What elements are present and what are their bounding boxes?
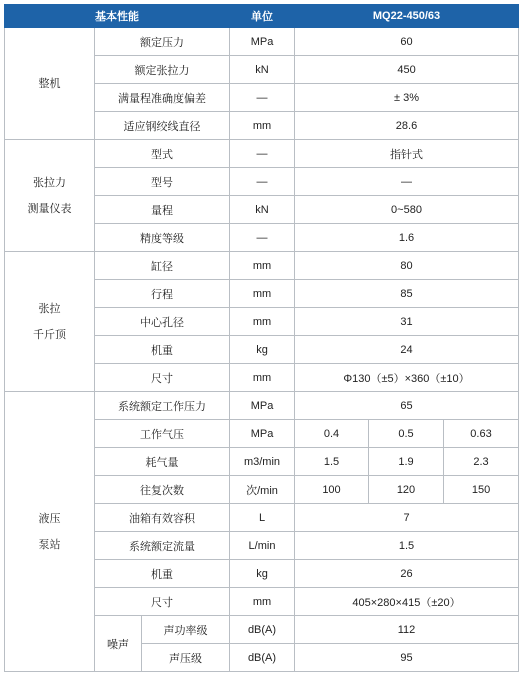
- param-unit: mm: [230, 588, 295, 616]
- param-value: 28.6: [295, 112, 519, 140]
- param-name: 工作气压: [95, 420, 230, 448]
- param-value: 120: [369, 476, 444, 504]
- header-basic-performance: 基本性能: [5, 5, 230, 28]
- param-value: 95: [295, 644, 519, 672]
- param-value: 0.63: [444, 420, 519, 448]
- param-unit: dB(A): [230, 616, 295, 644]
- param-value: 指针式: [295, 140, 519, 168]
- param-name: 机重: [95, 560, 230, 588]
- param-value: 112: [295, 616, 519, 644]
- param-name: 声功率级: [142, 616, 230, 644]
- param-value: 0.5: [369, 420, 444, 448]
- table-row: [5, 140, 519, 168]
- spec-table: [4, 4, 519, 672]
- param-unit: kN: [230, 56, 295, 84]
- param-unit: mm: [230, 280, 295, 308]
- param-name: 型式: [95, 140, 230, 168]
- header-unit: 单位: [230, 5, 295, 28]
- param-value: 450: [295, 56, 519, 84]
- param-value: 1.5: [295, 448, 369, 476]
- param-value: 1.5: [295, 532, 519, 560]
- param-unit: —: [230, 168, 295, 196]
- group-whole-machine: 整机: [5, 28, 95, 140]
- param-value: 7: [295, 504, 519, 532]
- param-value: 85: [295, 280, 519, 308]
- noise-label: 噪声: [95, 616, 142, 672]
- param-unit: MPa: [230, 392, 295, 420]
- param-unit: kg: [230, 560, 295, 588]
- param-unit: MPa: [230, 28, 295, 56]
- param-unit: mm: [230, 112, 295, 140]
- param-value: 0~580: [295, 196, 519, 224]
- param-value: ± 3%: [295, 84, 519, 112]
- param-name: 额定压力: [95, 28, 230, 56]
- param-unit: dB(A): [230, 644, 295, 672]
- group-label-line1: 液压: [38, 512, 61, 525]
- table-row: [5, 252, 519, 280]
- spec-table-container: [4, 4, 518, 672]
- param-unit: mm: [230, 252, 295, 280]
- group-tension-jack: [5, 252, 95, 392]
- param-name: 往复次数: [95, 476, 230, 504]
- param-unit: MPa: [230, 420, 295, 448]
- param-unit: —: [230, 140, 295, 168]
- param-value: 100: [295, 476, 369, 504]
- param-name: 满量程准确度偏差: [95, 84, 230, 112]
- param-value: 80: [295, 252, 519, 280]
- param-value: 0.4: [295, 420, 369, 448]
- param-name: 机重: [95, 336, 230, 364]
- param-name: 额定张拉力: [95, 56, 230, 84]
- param-unit: mm: [230, 308, 295, 336]
- header-row: [5, 5, 519, 28]
- table-row: [5, 392, 519, 420]
- group-label-line1: 张拉: [38, 302, 61, 315]
- group-label-line2: 泵站: [38, 538, 61, 551]
- param-name: 适应钢绞线直径: [95, 112, 230, 140]
- param-unit: L/min: [230, 532, 295, 560]
- param-name: 中心孔径: [95, 308, 230, 336]
- param-value: 24: [295, 336, 519, 364]
- param-value: 1.6: [295, 224, 519, 252]
- group-tension-meter: [5, 140, 95, 252]
- table-row: [5, 28, 519, 56]
- param-name: 缸径: [95, 252, 230, 280]
- param-unit: m3/min: [230, 448, 295, 476]
- param-name: 耗气量: [95, 448, 230, 476]
- param-name: 量程: [95, 196, 230, 224]
- param-value: Φ130（±5）×360（±10）: [295, 364, 519, 392]
- param-name: 精度等级: [95, 224, 230, 252]
- param-name: 系统额定工作压力: [95, 392, 230, 420]
- param-name: 尺寸: [95, 588, 230, 616]
- param-unit: kg: [230, 336, 295, 364]
- param-name: 声压级: [142, 644, 230, 672]
- param-name: 型号: [95, 168, 230, 196]
- param-name: 油箱有效容积: [95, 504, 230, 532]
- group-label-line2: 测量仪表: [27, 202, 72, 215]
- param-value: 2.3: [444, 448, 519, 476]
- param-unit: —: [230, 84, 295, 112]
- param-value: —: [295, 168, 519, 196]
- param-value: 405×280×415（±20）: [295, 588, 519, 616]
- param-value: 31: [295, 308, 519, 336]
- param-unit: mm: [230, 364, 295, 392]
- param-name: 系统额定流量: [95, 532, 230, 560]
- group-hydraulic-pump: [5, 392, 95, 672]
- group-label-line1: 张拉力: [33, 176, 66, 189]
- param-name: 尺寸: [95, 364, 230, 392]
- param-unit: kN: [230, 196, 295, 224]
- param-name: 行程: [95, 280, 230, 308]
- param-value: 26: [295, 560, 519, 588]
- param-unit: 次/min: [230, 476, 295, 504]
- param-value: 1.9: [369, 448, 444, 476]
- param-value: 65: [295, 392, 519, 420]
- param-unit: L: [230, 504, 295, 532]
- header-model: MQ22-450/63: [295, 5, 519, 28]
- group-label-line2: 千斤顶: [33, 328, 66, 341]
- param-unit: —: [230, 224, 295, 252]
- param-value: 150: [444, 476, 519, 504]
- param-value: 60: [295, 28, 519, 56]
